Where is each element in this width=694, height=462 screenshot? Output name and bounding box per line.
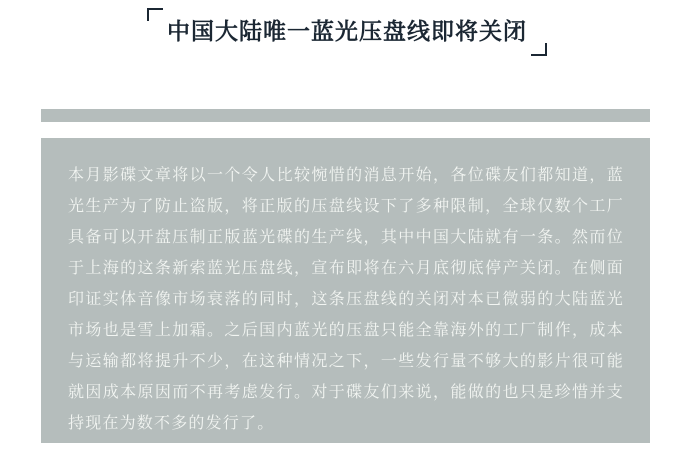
article-paragraph: 本月影碟文章将以一个令人比较惋惜的消息开始，各位碟友们都知道，蓝光生产为了防止盗版，将正版的压盘线设下了多种限制，全球仅数个工厂具备可以开盘压制正版蓝光碟的生产线，其中中国大陆就有一条。然而位于上海的这条新索蓝光压盘线，宣布即将在六月底彻底停产关闭。在侧面印证实体音像市场衰落的同时，这条压盘线的关闭对本已微弱的大陆蓝光市场也是雪上加霜。之后国内蓝光的压盘只能全靠海外的工厂制作，成本与运输都将提升不少，在这种情况之下，一些发行量不够大的影片很可能就因成本原因而不再考虑发行。对于碟友们来说，能做的也只是珍惜并支持现在为数不多的发行了。	[68, 167, 624, 432]
corner-bracket-top-left-icon	[147, 8, 163, 21]
page-title: 中国大陆唯一蓝光压盘线即将关闭	[167, 18, 527, 44]
divider-bar	[41, 109, 650, 122]
title-bracket-frame	[147, 6, 547, 58]
corner-bracket-bottom-right-icon	[531, 43, 547, 56]
article-title-block	[0, 6, 694, 58]
article-panel	[41, 138, 650, 443]
